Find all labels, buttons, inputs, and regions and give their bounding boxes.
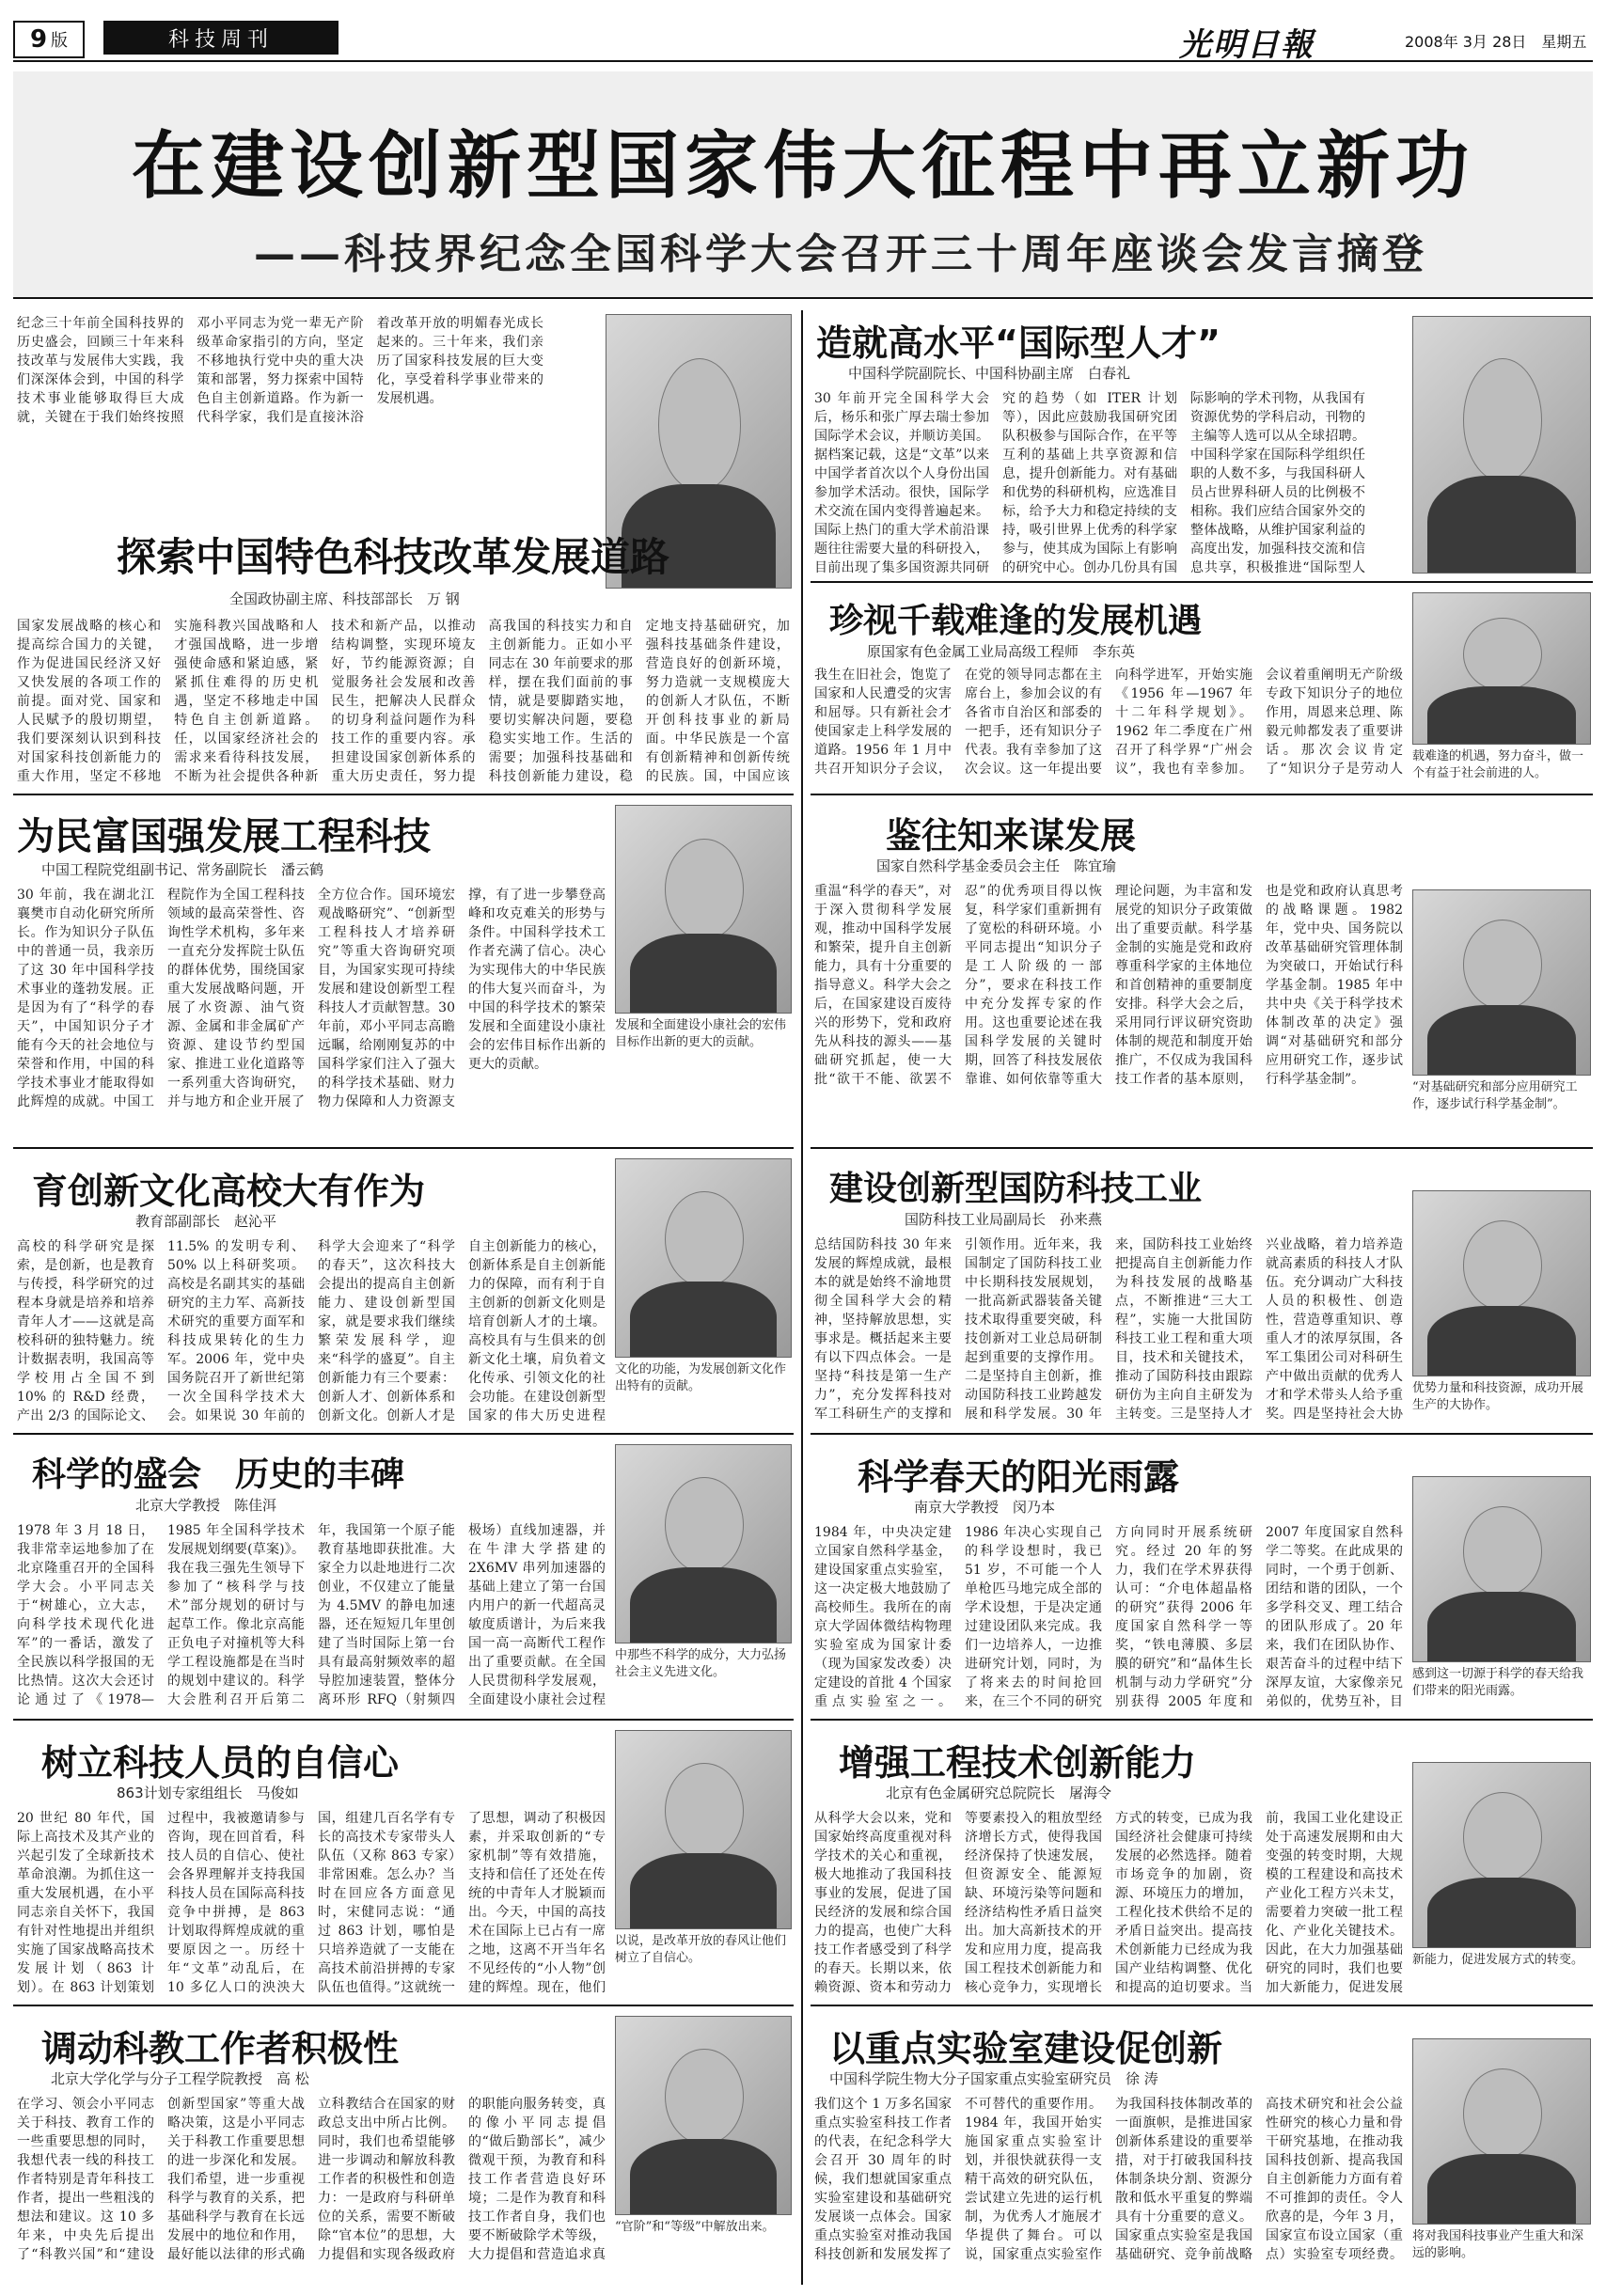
photo-caption: 以说，是改革开放的春风让他们树立了自信心。 [615,1934,787,1965]
article-body: 从科学大会以来，党和国家始终高度重视对科学技术的关心和重视，极大地推动了我国科技事业的发展，促进了国民经济的发展和综合国力的提高，也使广大科技工作者感受到了科学的春天。长期以来，依赖资源、资本和劳动力等要素投入的粗放型经济增长方式，使得我国经济保持了快速发展，但资源安全、能源短缺、环境污染等问题和经济结构性矛盾日益突出。加大高新技术的开发和应用力度，提高我国工程技术创新能力和核心竞争力，实现增长方式的转变，已成为我国经济社会健康可持续发展的必然选择。随着市场竞争的加剧，资源、环境压力的增加，工程化技术供给不足的矛盾日益突出。提高技术创新能力已经成为我国产业结构调整、优化和提高的迫切要求。当前，我国工业化建设正处于高速发展期和由大变强的转变时期，大规模的工程建设和高技术产业化工程方兴未艾，需要着力突破一批工程化、产业化关键技术。因此，在大力加强基础研究的同时，我们也要加大新能力，促进发展 [814,1811,1403,1995]
portrait-photo [1412,316,1591,574]
portrait-photo [615,1158,792,1358]
page-subheadline: ——科技界纪念全国科学大会召开三十周年座谈会发言摘登 [254,230,1427,278]
article-pan-yunhe [13,799,794,1149]
article-byline: 国家自然科学基金委员会主任 陈宜瑜 [876,857,1117,874]
portrait-photo [615,1730,792,1929]
article-zhao-qinping [13,1153,794,1435]
article-chen-jiaer [13,1439,794,1721]
photo-caption: “官阶”和“等级”中解放出来。 [615,2220,775,2234]
article-title: 育创新文化高校大有作为 [32,1171,426,1212]
article-byline: 中国工程院党组副书记、常务副院长 潘云鹤 [41,861,324,878]
article-ma-junru [13,1724,794,2006]
banner [13,71,1593,299]
article-body: 30 年前开完全国科学大会后，杨乐和张广厚去瑞士参加国际学术会议，并顺访美国。据档案记载，这是“文革”以来中国学者首次以个人身份出国参加学术活动。很快，国际学术交流在国内变得普遍起来。国际上热门的重大学术前沿课题往往需要大量的科研投入，目前出现了集多国资源共同研究的趋势（如 ITER 计划等），因此应鼓励我国研究团队积极参与国际合作，在平等互利的基础上共享资源和信息，提升创新能力。对有基础和优势的科研机构，应选准目标，给予大力和稳定持续的支持，吸引世界上优秀的科学家参与，使其成为国际上有影响的研究中心。创办几份具有国际影响的学术刊物，从我国有资源优势的学科启动，刊物的主编等人选可以从全球招聘。中国科学家在国际科学组织任职的人数不多，与我国科研人员占世界科研人员的比例极不相称。我们应结合国家外交的整体战略，从维护国家利益的高度出发，加强科技交流和信息共享，积极推进“国际型人 [814,391,1365,575]
portrait-photo [1412,1762,1591,1948]
photo-caption: 感到这一切源于科学的春天给我们带来的阳光雨露。 [1412,1667,1584,1698]
page-number-box [13,21,85,58]
article-byline: 南京大学教授 闵乃本 [914,1499,1056,1516]
article-xu-tao [811,2010,1593,2283]
portrait-photo [1412,1476,1591,1662]
article-title: 造就高水平“国际型人才” [816,322,1220,364]
article-title: 鉴往知来谋发展 [886,815,1137,857]
newspaper-logo: 光明日報 [1179,26,1315,64]
article-li-dongying [811,587,1593,795]
article-byline: 原国家有色金属工业局高级工程师 李东英 [867,643,1136,660]
section-tab: 科技周刊 [103,21,339,55]
article-body: 我们这个 1 万多名国家重点实验室科技工作者的代表，在纪念科学大会召开 30 周年的时候，我们想就国家重点实验室建设和基础研究发展谈一点体会。国家重点实验室对推动我国科技创新和发展发挥了不可替代的重要作用。1984 年，我国开始实施国家重点实验室计划，并很快就获得一支精干高效的研究队伍，尝试建立先进的运行机制，为优秀人才施展才华提供了舞台。可以说，国家重点实验室作为我国科技体制改革的一面旗帜，是推进国家创新体系建设的重要举措，对于打破我国科技体制条块分割、资源分散和低水平重复的弊端具有十分重要的意义。国家重点实验室是我国基础研究、竞争前战略高技术研究和社会公益性研究的核心力量和骨干研究基地，在推动我国科技创新、提高我国自主创新能力方面有着不可推卸的责任。令人欣喜的是，今年 3 月，国家宣布设立国家（重点）实验室专项经费。 [814,2097,1403,2262]
column-divider [801,310,803,2285]
photo-caption: 中那些不科学的成分，大力弘扬社会主义先进文化。 [615,1648,787,1679]
photo-caption: 文化的功能，为发展创新文化作出特有的贡献。 [615,1362,787,1393]
photo-caption: 载难逢的机遇，努力奋斗，做一个有益于社会前进的人。 [1412,749,1584,780]
article-chen-yiyu [811,799,1593,1149]
portrait-photo [1412,1190,1591,1376]
article-byline: 中国科学院副院长、中国科协副主席 白春礼 [848,365,1131,382]
article-byline: 北京大学教授 陈佳洱 [135,1497,277,1514]
page-headline: 在建设创新型国家伟大征程中再立新功 [131,124,1474,209]
article-title: 探索中国特色科技改革发展道路 [117,534,670,580]
article-body: 我生在旧社会，饱览了国家和人民遭受的灾害和屈辱。只有新社会才使国家走上科学发展的道路。1956 年 1 月中共召开知识分子会议，在党的领导同志都在主席台上，参加会议的有各省市自治区和部委的一把手，还有知识分子代表。我有幸参加了这次会议。这一年提出要向科学进军，开始实施《1956 年—1967 年十二年科学规划》。1962 年二季度在广州召开了科学界“广州会议”，我也有幸参加。会议着重阐明无产阶级专政下知识分子的地位作用，周恩来总理、陈毅元帅都发表了重要讲话。那次会议肯定了“知识分子是劳动人 [814,668,1403,777]
article-bai-chunli [811,310,1593,583]
article-title: 以重点实验室建设促创新 [829,2028,1223,2069]
portrait-photo [1412,592,1591,745]
portrait-photo [1412,2038,1591,2225]
article-byline: 863计划专家组组长 马俊如 [117,1785,299,1801]
article-body: 在学习、领会小平同志关于科技、教育工作的一些重要思想的同时，我想代表一线的科技工作者特别是青年科技工作者，提出一些粗浅的想法和建议。这 10 多年来，中央先后提出了“科教兴国”和“建设创新型国家”等重大战略决策，这是小平同志关于科教工作重要思想的进一步深化和发展。我们希望，进一步重视科学与教育的关系，把基础科学与教育在长远发展中的地位和作用，最好能以法律的形式确立科教结合在国家的财政总支出中所占比例。同时，我们也希望能够进一步调动和解放科教工作者的积极性和创造力：一是政府与科研单位的关系，需要不断破除“官本位”的思想，大力提倡和实现各级政府的职能向服务转变，真的像小平同志提倡的“做后勤部长”，减少微观干预，为教育和科技工作者营造良好环境；二是作为教育和科技工作者自身，我们也要不断破除学术等级，大力提倡和营造追求真 [17,2097,606,2262]
masthead [13,19,1593,62]
article-byline: 北京有色金属研究总院院长 屠海令 [886,1785,1112,1801]
article-title: 为民富国强发展工程科技 [17,815,431,858]
article-byline: 全国政协副主席、科技部部长 万 钢 [229,590,460,607]
article-gao-song [13,2010,794,2283]
photo-caption: 优势力量和科技资源，成功开展生产的大协作。 [1412,1381,1584,1412]
article-title: 树立科技人员的自信心 [41,1742,400,1784]
article-byline: 教育部副部长 赵沁平 [135,1213,277,1230]
article-title: 建设创新型国防科技工业 [829,1170,1203,1208]
article-body: 20 世纪 80 年代，国际上高技术及其产业的兴起引发了全球新技术革命浪潮。为抓住这一重大发展机遇，在小平同志亲自关怀下，我国有针对性地提出并组织实施了国家战略高技术发展计划（863 计划）。在 863 计划策划过程中，我被邀请参与咨询，现在回首看，科技人员的自信心、使社会各界理解并支持我国科技人员在国际高科技竞争中拼搏，是 863 计划取得辉煌成就的重要原因之一。历经十年“文革”动乱后，在 10 多亿人口的泱泱大国，组建几百名学有专长的高技术专家带头人队伍（又称 863 专家）非常困难。怎么办？当时在回应各方面意见时，宋健同志说：“通过 863 计划，哪怕是只培养造就了一支能在高技术前沿拼搏的专家队伍也值得。”这就统一了思想，调动了积极因素，并采取创新的“专家机制”等有效措施，支持和信任了还处在传统的中青年人才脱颖而出。今天，中国的高技术在国际上已占有一席之地，这离不开当年名不见经传的“小人物”创建的辉煌。现在，他们 [17,1811,606,1995]
article-body: 1984 年，中央决定建立国家自然科学基金，建设国家重点实验室，这一决定极大地鼓励了高校师生。我所在的南京大学固体微结构物理实验室成为国家计委（现为国家发改委）决定建设的首批 4 个国家重点实验室之一。1986 年决心实现自己的科学设想时，我已 51 岁，不可能一个人单枪匹马地完成全部的学术设想，于是决定通过建设团队来完成。我们一边培养人，一边推进研究计划，同时，为了将来去的时间抢回来，在三个不同的研究方向同时开展系统研究。经过 20 年的努力，我们在学术界获得认可：“介电体超晶格的研究”获得 2006 年度国家自然科学一等奖，“铁电薄膜、多层膜的研究”和“晶体生长机制与动力学研究”分别获得 2005 年度和 2007 年度国家自然科学二等奖。在此成果的同时，一个勇于创新、团结和谐的团队，一个多学科交叉、理工结合的团队形成了。20 年来，我们在团队协作、艰苦奋斗的过程中结下深厚友谊，大家像亲兄弟似的，优势互补，目 [814,1525,1403,1709]
portrait-photo [615,2016,792,2215]
article-title: 科学的盛会 历史的丰碑 [32,1455,405,1494]
article-title: 调动科教工作者积极性 [41,2028,400,2069]
article-lead: 纪念三十年前全国科技界的历史盛会，回顾三十年来科技改革与发展伟大实践，我们深深体会到，中国的科学技术事业能够取得巨大成就，关键在于我们始终按照邓小平同志为党一辈无产阶级革命家指引的方向，坚定不移地执行党中央的重大决策和部署，努力探索中国特色自主创新道路。作为新一代科学家，我们是直接沐浴着改革开放的明媚春光成长起来的。三十年来，我们亲历了国家科技发展的巨大变化，享受着科学事业带来的发展机遇。 [17,316,543,425]
photo-caption: “对基础研究和部分应用研究工作，逐步试行科学基金制”。 [1412,1080,1578,1111]
article-body: 国家发展战略的核心和提高综合国力的关键，作为促进国民经济又好又快发展的各项工作的前提。面对党、国家和人民赋予的殷切期望，我们要深刻认识到科技对国家科技创新能力的重大作用，坚定不移地实施科教兴国战略和人才强国战略，进一步增强使命感和紧迫感，紧紧抓住难得的历史机遇，坚定不移地走中国特色自主创新道路。任，以国家经济社会的需求来看待科技发展，不断为社会提供各种新技术和新产品，以推动结构调整，实现环境友好，节约能源资源；自觉服务社会发展和改善民生，把解决人民群众的切身利益问题作为科技工作的重要内容。承担建设国家创新体系的重大历史责任，努力提高我国的科技实力和自主创新能力。正如小平同志在 30 年前要求的那样，摆在我们面前的事情，就是要脚踏实地，要切实解决问题，要稳稳实实地工作。生活的需要；加强科技基础和科技创新能力建设，稳定地支持基础研究，加强科技基础条件建设，营造良好的创新环境，努力造就一支规模庞大的创新人才队伍，不断开创科技事业的新局面。中华民族是一个富有创新精神和创新传统的民族。国，中国应该 [17,619,790,784]
article-sun-laiyan [811,1153,1593,1435]
article-title: 增强工程技术创新能力 [839,1742,1197,1784]
portrait-photo [1412,889,1591,1076]
article-body: 高校的科学研究是探索，是创新，也是教育与传授，科学研究的过程本身就是培养和培养青年人才——这就是高校科研的独特魅力。统计数据表明，我国高等学校用占全国不到 10% 的 R&D 经费，产出 2/3 的国际论文、11.5% 的发明专利、50% 以上科研奖项。高校是名副其实的基础研究的主力军、高新技术研究的重要方面军和科技成果转化的生力军。2006 年，党中央国务院召开了新世纪第一次全国科学技术大会。如果说 30 年前的科学大会迎来了“科学的春天”，这次科技大会提出的提高自主创新能力、建设创新型国家，就是要求我们继续繁荣发展科学，迎来“科学的盛夏”。自主创新能力有三个要素：创新人才、创新体系和创新文化。创新人才是自主创新能力的核心，创新体系是自主创新能力的保障，而有利于自主创新的创新文化则是培育创新人才的土壤。高校具有与生俱来的创新文化土壤，肩负着文化传承、引领文化的社会功能。在建设创新型国家的伟大历史进程 [17,1239,606,1423]
article-byline: 北京大学化学与分子工程学院教授 高 松 [51,2070,309,2087]
photo-caption: 新能力，促进发展方式的转变。 [1412,1953,1584,1967]
article-body: 1978 年 3 月 18 日，我非常幸运地参加了在北京隆重召开的全国科学大会。小平同志关于“树雄心，立大志，向科学技术现代化进军”的一番话，激发了全民族以科学报国的无比热情。这次大会还讨论通过了《1978—1985 年全国科学技术发展规划纲要(草案)》。我在我三强先生领导下参加了“核科学与技术”部分规划的研讨与起草工作。像北京高能正负电子对撞机等大科学工程设施都是在当时的规划中建议的。科学大会胜利召开后第二年，我国第一个原子能教育基地即获批准。大家全力以赴地进行二次创业，不仅建立了能量为 4.5MV 的静电加速器，还在短短几年里创建了当时国际上第一台具有最高射频效率的超导腔加速装置，整体分离环形 RFQ（射频四极场）直线加速器，并在牛津大学搭建的 2X6MV 串列加速器的基础上建立了第一台国内用户的新一代超高灵敏度质谱计，为后来我国一高一高断代工程作出了重要贡献。在全国人民贯彻科学发展观，全面建设小康社会过程 [17,1523,606,1707]
page-unit: 版 [51,31,69,51]
article-byline: 中国科学院生物大分子国家重点实验室研究员 徐 涛 [829,2070,1158,2087]
article-body: 总结国防科技 30 年来发展的辉煌成就，最根本的就是始终不渝地贯彻全国科学大会的精神，坚持解放思想，实事求是。概括起来主要有以下四点体会。一是坚持“科技是第一生产力”，充分发挥科技对军工科研生产的支撑和引领作用。近年来，我国制定了国防科技工业中长期科技发展规划，一批高新武器装备关键技术取得重要突破，科技创新对工业总局研制起到重要的支撑作用。二是坚持自主创新，推动国防科技工业跨越发展和科学发展。30 年来，国防科技工业始终把提高自主创新能力作为科技发展的战略基点，不断推进“三大工程”，实施一大批国防科技工业工程和重大项目，技术和关键技术，推动了国防科技由跟踪研仿为主向自主研发为主转变。三是坚持人才兴业战略，着力培养造就高素质的科技人才队伍。充分调动广大科技人员的积极性、创造性，营造尊重知识、尊重人才的浓厚氛围，各军工集团公司对科研生产中做出贡献的优秀人才和学术带头人给予重奖。四是坚持社会大协 [814,1237,1403,1422]
article-title: 珍视千载难逢的发展机遇 [829,602,1203,640]
issue-date: 2008年 3月 28日 星期五 [1405,33,1587,51]
article-tu-hailing [811,1724,1593,2006]
article-body: 30 年前，我在湖北江襄樊市自动化研究所所长。作为知识分子队伍中的普通一员，我亲历了这 30 年中国科学技术事业的蓬勃发展。正是因为有了“科学的春天”，中国知识分子才能有今天的社会地位与荣誉和作用，中国的科学技术事业才能取得如此辉煌的成就。中国工程院作为全国工程科技领域的最高荣誉性、咨询性学术机构，多年来一直充分发挥院士队伍的群体优势，围绕国家重大发展战略问题，开展了水资源、油气资源、金属和非金属矿产资源、建设节约型国家、推进工业化道路等一系列重大咨询研究，并与地方和企业开展了全方位合作。国环境宏观战略研究”、“创新型工程科技人才培养研究”等重大咨询研究项目，为国家实现可持续发展和建设创新型工程科技人才贡献智慧。30 年前，邓小平同志高瞻远瞩，给刚刚复苏的中国科学家们注入了强大的科学技术基础、财力物力保障和人力资源支撑，有了进一步攀登高峰和攻克难关的形势与条件。中国科学技术工作者充满了信心。决心为实现伟大的中华民族的伟大复兴而奋斗，为中国的科学技术的繁荣发展和全面建设小康社会的宏伟目标作出新的更大的贡献。 [17,888,606,1109]
photo-caption: 将对我国科技事业产生重大和深远的影响。 [1412,2229,1584,2260]
portrait-photo [615,805,792,1014]
article-wan-gang [13,310,794,795]
page-number: 9 [29,25,48,54]
portrait-photo [615,1444,792,1643]
photo-caption: 发展和全面建设小康社会的宏伟目标作出新的更大的贡献。 [615,1018,787,1049]
article-title: 科学春天的阳光雨露 [858,1456,1180,1498]
article-byline: 国防科技工业局副局长 孙来燕 [905,1211,1103,1228]
article-min-naiben [811,1439,1593,1721]
article-body: 重温“科学的春天”，对于深入贯彻科学发展观，推动中国科学发展和繁荣，提升自主创新能力，具有十分重要的指导意义。科学大会之后，在国家建设百废待兴的形势下，党和政府先从科技的源头——基础研究抓起，使一大批“欲干不能、欲罢不忍”的优秀项目得以恢复，科学家们重新拥有了宽松的科研环境。小平同志提出“知识分子是工人阶级的一部分”，要求在科技工作中充分发挥专家的作用。这也重要论述在我国科学发展的关键时期，回答了科技发展依靠谁、如何依靠等重大理论问题，为丰富和发展党的知识分子政策做出了重要贡献。科学基金制的实施是党和政府尊重科学家的主体地位和首创精神的重要制度安排。科学大会之后，采用同行评议研究资助体制的规范和制度开始推广，不仅成为我国科技工作者的基本原则，也是党和政府认真思考的战略课题。1982 年，党中央、国务院以改革基础研究管理体制为突破口，开始试行科学基金制。1985 年中共中央《关于科学技术体制改革的决定》强调“对基础研究和部分应用研究工作，逐步试行科学基金制”。 [814,884,1403,1087]
